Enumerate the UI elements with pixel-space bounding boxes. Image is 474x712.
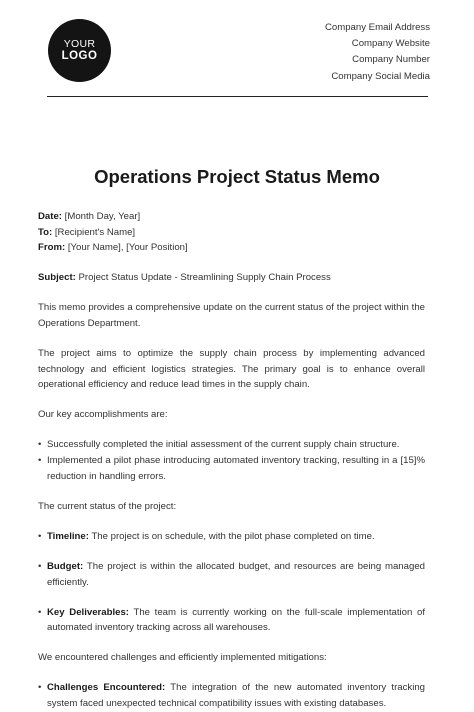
- subject-line: [38, 270, 425, 286]
- to-line: [38, 225, 425, 241]
- to-label: To:: [38, 226, 53, 238]
- challenges-intro: We encountered challenges and efficiently implemented mitigations:: [38, 652, 327, 664]
- to-value: [Recipient's Name]: [52, 226, 136, 238]
- list-item: [38, 529, 425, 545]
- memo-body: [38, 209, 425, 712]
- status-label: Key Deliverables:: [47, 606, 129, 618]
- challenge-text: The integration of the new automated inventory tracking system faced unexpected technical compatibility issues with existing databases.: [47, 682, 425, 709]
- subject-value: Project Status Update - Streamlining Supply Chain Process: [75, 272, 331, 284]
- date-value: [Month Day, Year]: [62, 211, 141, 222]
- accomplishments-intro: Our key accomplishments are:: [38, 409, 168, 421]
- logo-line-1: YOUR: [63, 37, 96, 50]
- status-text: The team is currently working on the full-scale implementation of automated inventory tracking across all warehouses.: [47, 606, 425, 634]
- subject-label: Subject:: [38, 272, 76, 284]
- date-label: Date:: [38, 211, 62, 222]
- from-value: [Your Name], [Your Position]: [65, 242, 188, 254]
- status-label: Budget:: [47, 560, 84, 572]
- status-intro: The current status of the project:: [38, 500, 177, 512]
- list-item: [38, 680, 425, 711]
- status-list: [38, 529, 425, 636]
- list-item: • Successfully completed the initial assessment of the current supply chain structure.: [38, 437, 425, 453]
- from-label: From:: [38, 242, 66, 254]
- challenge-label: Challenges Encountered:: [47, 682, 166, 694]
- list-item: [38, 605, 425, 636]
- accomplishments-list: [38, 437, 425, 484]
- company-social-media: Company Social Media: [331, 70, 430, 82]
- memo-header-fields: [38, 209, 425, 256]
- challenges-list: [38, 680, 425, 711]
- status-label: Timeline:: [47, 530, 89, 542]
- logo-line-2: LOGO: [61, 49, 98, 62]
- date-line: [38, 209, 425, 225]
- from-line: [38, 240, 425, 256]
- header-divider: [47, 96, 428, 97]
- company-website: Company Website: [351, 38, 430, 50]
- status-text: The project is within the allocated budget, and resources are being managed efficiently.: [47, 560, 425, 588]
- list-item: • Implemented a pilot phase introducing automated inventory tracking, resulting in a [15]% reduction in handling errors.: [38, 453, 425, 484]
- company-email: Company Email Address: [324, 22, 430, 33]
- intro-paragraph: This memo provides a comprehensive update on the current status of the project within the Operations Department.: [38, 302, 425, 329]
- contact-block: [325, 20, 430, 85]
- memo-title: Operations Project Status Memo: [94, 166, 380, 187]
- status-text: The project is on schedule, with the pilot phase completed on time.: [88, 530, 375, 542]
- company-logo: [48, 19, 111, 82]
- company-number: Company Number: [352, 54, 430, 66]
- list-item: [38, 559, 425, 590]
- aim-paragraph: The project aims to optimize the supply chain process by implementing advanced technology and efficient logistics strategies. The primary goal is to enhance overall operational efficiency and reduce lead times in the supply chain.: [38, 348, 425, 391]
